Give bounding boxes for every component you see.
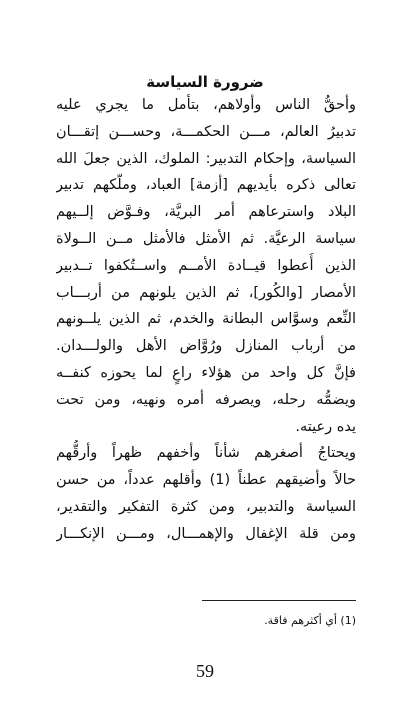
text-line: ويحتاجُ أصغرهم شأناً وأخفهم ظهراً وأرقُّهم xyxy=(56,445,356,462)
text-line: البلاد واسترعاهم أمر البريَّة، وفـوَّض إلــيهم xyxy=(56,204,356,221)
body-text xyxy=(56,92,356,548)
text-line: فإنَّ كل واحد من هؤلاء راعٍ لما يحوزه كنفــه xyxy=(56,364,356,381)
text-line: السياسة والتدبير، ومن كثرة التفكير والتقدير، xyxy=(56,498,356,515)
text-line: الأمصار [والكُور]، ثم الذين يلونهم من أربـــاب xyxy=(56,284,356,301)
text-line: من أرباب المنازل ورُوَّاض الأهل والولـــدان. xyxy=(56,338,356,355)
text-line: تعالى ذكره بأيديهم [أزمة] العباد، وملّكهم تدبير xyxy=(56,177,356,194)
text-line: وأحقُّ الناس وأولاهم، بتأمل ما يجري عليه xyxy=(56,97,356,113)
text-line: يده رعيته. xyxy=(295,418,356,435)
text-line: ومن قلة الإغفال والإهمـــال، ومـــن الإنكـــار xyxy=(56,525,356,542)
footnote-divider xyxy=(202,600,356,601)
page-number: 59 xyxy=(196,661,214,681)
section-heading: ضرورة السياسة xyxy=(146,73,264,91)
text-line: تدبيرُ العالم، مـــن الحكمـــة، وحســـن إتقـــان xyxy=(56,123,356,140)
text-line: النِّعم وسوَّاس البطانة والخدم، ثم الذين يلــونهم xyxy=(56,311,356,328)
text-line: حالاً وأضيقهم عطناً (1) وأقلهم عدداً، من حسن xyxy=(56,472,356,489)
footnote: (1) أي أكثرهم فاقة. xyxy=(264,614,356,627)
text-line: سياسة الرعيَّة. ثم الأمثل فالأمثل مــن الــولاة xyxy=(56,230,356,247)
text-line: السياسة، وإحكام التدبير: الملوك، الذين جعلَ الله xyxy=(56,150,356,167)
text-line: ويضمُّه رحله، ويصرفه أمره ونهيه، ومن تحت xyxy=(56,391,356,408)
text-line: الذين أُعطوا قيــادة الأمــم واســتُكفوا تــدبير xyxy=(56,257,356,274)
